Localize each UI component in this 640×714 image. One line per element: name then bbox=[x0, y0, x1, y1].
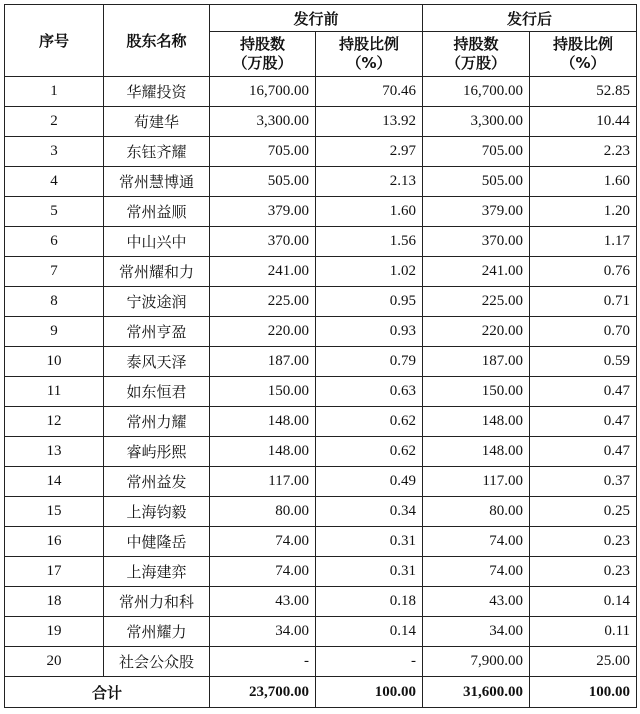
after-shares: 7,900.00 bbox=[423, 647, 530, 677]
before-ratio: 0.62 bbox=[316, 437, 423, 467]
before-ratio: 1.02 bbox=[316, 257, 423, 287]
before-ratio: 0.79 bbox=[316, 347, 423, 377]
before-shares: 148.00 bbox=[210, 437, 316, 467]
header-before-shares: 持股数 （万股） bbox=[210, 32, 316, 77]
after-shares: 117.00 bbox=[423, 467, 530, 497]
total-after-ratio: 100.00 bbox=[530, 677, 637, 708]
before-shares: 80.00 bbox=[210, 497, 316, 527]
shareholder-name: 常州慧博通 bbox=[104, 167, 210, 197]
shareholder-name: 东钰齐耀 bbox=[104, 137, 210, 167]
table-row bbox=[5, 107, 637, 137]
before-ratio: 70.46 bbox=[316, 77, 423, 107]
after-ratio: 0.47 bbox=[530, 377, 637, 407]
table-row bbox=[5, 167, 637, 197]
total-after-shares: 31,600.00 bbox=[423, 677, 530, 708]
seq-cell: 14 bbox=[5, 467, 104, 497]
before-ratio: - bbox=[316, 647, 423, 677]
before-shares: 74.00 bbox=[210, 527, 316, 557]
before-ratio: 2.97 bbox=[316, 137, 423, 167]
table-row bbox=[5, 347, 637, 377]
header-after: 发行后 bbox=[423, 5, 637, 32]
after-shares: 16,700.00 bbox=[423, 77, 530, 107]
after-shares: 148.00 bbox=[423, 407, 530, 437]
after-ratio: 0.47 bbox=[530, 407, 637, 437]
after-ratio: 52.85 bbox=[530, 77, 637, 107]
after-ratio: 1.20 bbox=[530, 197, 637, 227]
before-shares: 74.00 bbox=[210, 557, 316, 587]
after-shares: 225.00 bbox=[423, 287, 530, 317]
after-ratio: 0.71 bbox=[530, 287, 637, 317]
shareholder-name: 睿屿彤熙 bbox=[104, 437, 210, 467]
after-ratio: 0.47 bbox=[530, 437, 637, 467]
shareholding-table bbox=[4, 4, 637, 708]
shareholder-name: 社会公众股 bbox=[104, 647, 210, 677]
after-ratio: 10.44 bbox=[530, 107, 637, 137]
table-row bbox=[5, 197, 637, 227]
seq-cell: 3 bbox=[5, 137, 104, 167]
seq-cell: 8 bbox=[5, 287, 104, 317]
seq-cell: 2 bbox=[5, 107, 104, 137]
seq-cell: 12 bbox=[5, 407, 104, 437]
seq-cell: 1 bbox=[5, 77, 104, 107]
after-ratio: 0.23 bbox=[530, 527, 637, 557]
header-before-ratio: 持股比例 （%） bbox=[316, 32, 423, 77]
shareholder-name: 常州益顺 bbox=[104, 197, 210, 227]
before-ratio: 1.60 bbox=[316, 197, 423, 227]
header-after-ratio: 持股比例 （%） bbox=[530, 32, 637, 77]
before-shares: 16,700.00 bbox=[210, 77, 316, 107]
shareholder-name: 常州耀和力 bbox=[104, 257, 210, 287]
shareholder-name: 中健隆岳 bbox=[104, 527, 210, 557]
table-row bbox=[5, 317, 637, 347]
shareholder-name: 宁波途润 bbox=[104, 287, 210, 317]
after-shares: 80.00 bbox=[423, 497, 530, 527]
table-row bbox=[5, 647, 637, 677]
table-row bbox=[5, 77, 637, 107]
seq-cell: 13 bbox=[5, 437, 104, 467]
seq-cell: 9 bbox=[5, 317, 104, 347]
before-ratio: 2.13 bbox=[316, 167, 423, 197]
seq-cell: 15 bbox=[5, 497, 104, 527]
after-ratio: 0.37 bbox=[530, 467, 637, 497]
table-row bbox=[5, 287, 637, 317]
shareholder-name: 常州耀力 bbox=[104, 617, 210, 647]
before-ratio: 13.92 bbox=[316, 107, 423, 137]
table-row bbox=[5, 557, 637, 587]
seq-cell: 4 bbox=[5, 167, 104, 197]
after-ratio: 0.11 bbox=[530, 617, 637, 647]
after-ratio: 0.59 bbox=[530, 347, 637, 377]
before-ratio: 0.62 bbox=[316, 407, 423, 437]
after-ratio: 2.23 bbox=[530, 137, 637, 167]
shareholder-name: 上海钧毅 bbox=[104, 497, 210, 527]
before-shares: - bbox=[210, 647, 316, 677]
before-shares: 148.00 bbox=[210, 407, 316, 437]
table-row bbox=[5, 227, 637, 257]
header-row-top bbox=[5, 5, 637, 32]
table-row bbox=[5, 437, 637, 467]
table-row bbox=[5, 467, 637, 497]
before-ratio: 0.14 bbox=[316, 617, 423, 647]
before-shares: 241.00 bbox=[210, 257, 316, 287]
seq-cell: 7 bbox=[5, 257, 104, 287]
before-shares: 220.00 bbox=[210, 317, 316, 347]
after-ratio: 0.14 bbox=[530, 587, 637, 617]
shareholder-name: 常州力和科 bbox=[104, 587, 210, 617]
after-shares: 150.00 bbox=[423, 377, 530, 407]
before-shares: 3,300.00 bbox=[210, 107, 316, 137]
shareholder-name: 中山兴中 bbox=[104, 227, 210, 257]
shareholder-name: 泰风天泽 bbox=[104, 347, 210, 377]
table-row bbox=[5, 617, 637, 647]
before-shares: 505.00 bbox=[210, 167, 316, 197]
seq-cell: 10 bbox=[5, 347, 104, 377]
after-shares: 705.00 bbox=[423, 137, 530, 167]
table-row bbox=[5, 377, 637, 407]
total-label: 合计 bbox=[5, 677, 210, 708]
header-after-shares: 持股数 （万股） bbox=[423, 32, 530, 77]
after-shares: 148.00 bbox=[423, 437, 530, 467]
shareholder-name: 上海建弈 bbox=[104, 557, 210, 587]
after-ratio: 1.17 bbox=[530, 227, 637, 257]
table-row bbox=[5, 257, 637, 287]
before-shares: 43.00 bbox=[210, 587, 316, 617]
total-before-ratio: 100.00 bbox=[316, 677, 423, 708]
after-shares: 74.00 bbox=[423, 557, 530, 587]
shareholder-name: 常州益发 bbox=[104, 467, 210, 497]
before-shares: 379.00 bbox=[210, 197, 316, 227]
after-ratio: 0.70 bbox=[530, 317, 637, 347]
header-seq: 序号 bbox=[5, 5, 104, 77]
seq-cell: 18 bbox=[5, 587, 104, 617]
table-row bbox=[5, 137, 637, 167]
before-shares: 370.00 bbox=[210, 227, 316, 257]
before-ratio: 0.31 bbox=[316, 527, 423, 557]
shareholder-name: 常州亨盈 bbox=[104, 317, 210, 347]
before-ratio: 0.49 bbox=[316, 467, 423, 497]
after-ratio: 25.00 bbox=[530, 647, 637, 677]
after-shares: 370.00 bbox=[423, 227, 530, 257]
table-body bbox=[5, 77, 637, 708]
shareholder-name: 如东恒君 bbox=[104, 377, 210, 407]
table-row bbox=[5, 497, 637, 527]
before-shares: 117.00 bbox=[210, 467, 316, 497]
before-shares: 150.00 bbox=[210, 377, 316, 407]
shareholder-name: 荀建华 bbox=[104, 107, 210, 137]
after-shares: 241.00 bbox=[423, 257, 530, 287]
after-shares: 3,300.00 bbox=[423, 107, 530, 137]
shareholder-name: 华耀投资 bbox=[104, 77, 210, 107]
after-shares: 74.00 bbox=[423, 527, 530, 557]
before-ratio: 0.34 bbox=[316, 497, 423, 527]
before-shares: 225.00 bbox=[210, 287, 316, 317]
seq-cell: 11 bbox=[5, 377, 104, 407]
after-ratio: 0.23 bbox=[530, 557, 637, 587]
after-shares: 379.00 bbox=[423, 197, 530, 227]
after-shares: 34.00 bbox=[423, 617, 530, 647]
after-ratio: 1.60 bbox=[530, 167, 637, 197]
seq-cell: 17 bbox=[5, 557, 104, 587]
table-row bbox=[5, 407, 637, 437]
seq-cell: 16 bbox=[5, 527, 104, 557]
before-ratio: 0.63 bbox=[316, 377, 423, 407]
seq-cell: 6 bbox=[5, 227, 104, 257]
before-ratio: 0.95 bbox=[316, 287, 423, 317]
after-shares: 220.00 bbox=[423, 317, 530, 347]
before-shares: 34.00 bbox=[210, 617, 316, 647]
after-ratio: 0.76 bbox=[530, 257, 637, 287]
seq-cell: 5 bbox=[5, 197, 104, 227]
before-ratio: 0.31 bbox=[316, 557, 423, 587]
header-before: 发行前 bbox=[210, 5, 423, 32]
table-row bbox=[5, 527, 637, 557]
seq-cell: 20 bbox=[5, 647, 104, 677]
header-name: 股东名称 bbox=[104, 5, 210, 77]
before-shares: 187.00 bbox=[210, 347, 316, 377]
before-ratio: 0.18 bbox=[316, 587, 423, 617]
before-ratio: 0.93 bbox=[316, 317, 423, 347]
after-shares: 187.00 bbox=[423, 347, 530, 377]
table-row bbox=[5, 587, 637, 617]
total-before-shares: 23,700.00 bbox=[210, 677, 316, 708]
before-shares: 705.00 bbox=[210, 137, 316, 167]
total-row bbox=[5, 677, 637, 708]
shareholder-name: 常州力耀 bbox=[104, 407, 210, 437]
after-shares: 43.00 bbox=[423, 587, 530, 617]
before-ratio: 1.56 bbox=[316, 227, 423, 257]
after-shares: 505.00 bbox=[423, 167, 530, 197]
seq-cell: 19 bbox=[5, 617, 104, 647]
after-ratio: 0.25 bbox=[530, 497, 637, 527]
